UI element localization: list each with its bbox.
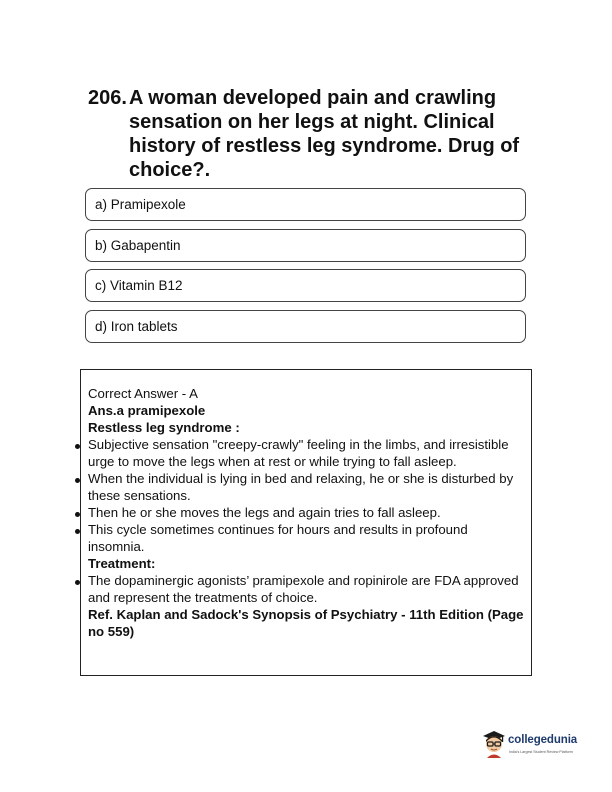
- question-text: A woman developed pain and crawling sensation on her legs at night. Clinical history of restless leg syndrome. Drug of choice?.: [129, 87, 520, 181]
- correct-answer: Correct Answer - A: [88, 386, 198, 401]
- topic-heading: Restless leg syndrome :: [88, 420, 240, 435]
- option-d[interactable]: d) Iron tablets: [85, 310, 526, 343]
- answer-line: Ans.a pramipexole: [88, 403, 206, 418]
- reference: Ref. Kaplan and Sadock's Synopsis of Psychiatry - 11th Edition (Page no 559): [88, 607, 524, 639]
- answer-box: [80, 369, 532, 676]
- treatment-heading: Treatment:: [88, 556, 156, 571]
- option-a[interactable]: a) Pramipexole: [85, 188, 526, 221]
- bullet-item: Subjective sensation "creepy-crawly" feeling in the limbs, and irresistible urge to move the legs when at rest or while trying to fall asleep.: [88, 436, 525, 470]
- option-c[interactable]: c) Vitamin B12: [85, 269, 526, 302]
- logo-tagline: India's Largest Student Review Platform: [509, 750, 573, 754]
- bullet-item: This cycle sometimes continues for hours and results in profound insomnia.: [88, 521, 525, 555]
- bullet-item: Then he or she moves the legs and again tries to fall asleep.: [88, 504, 525, 521]
- collegedunia-mascot-icon: [480, 729, 508, 759]
- option-b[interactable]: b) Gabapentin: [85, 229, 526, 262]
- collegedunia-logo: [480, 729, 582, 761]
- bullet-item: The dopaminergic agonists’ pramipexole and ropinirole are FDA approved and represent the treatments of choice.: [88, 572, 525, 606]
- question: [88, 86, 538, 182]
- question-number: 206.: [88, 87, 127, 109]
- options-list: [85, 188, 526, 350]
- logo-name: collegedunia: [508, 734, 578, 746]
- bullet-item: When the individual is lying in bed and relaxing, he or she is disturbed by these sensations.: [88, 470, 525, 504]
